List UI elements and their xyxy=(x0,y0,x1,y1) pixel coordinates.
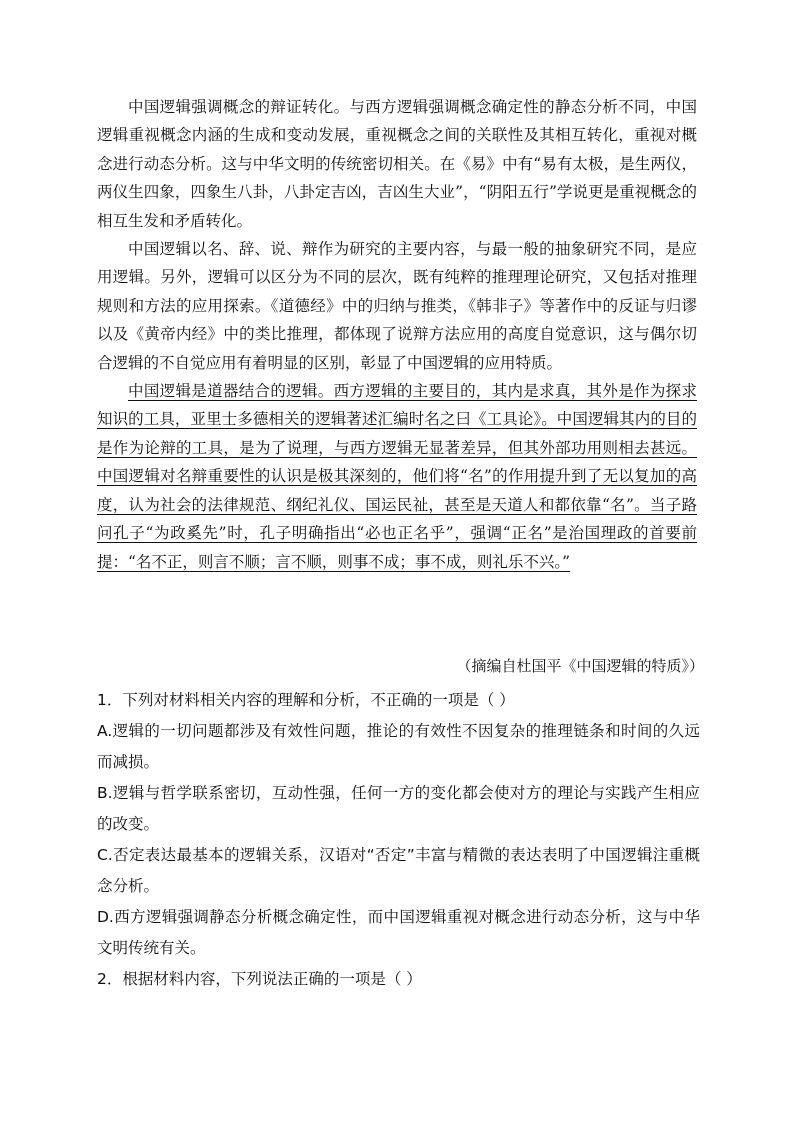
question-1-option-a: A.逻辑的一切问题都涉及有效性问题，推论的有效性不因复杂的推理链条和时间的久远而减损。 xyxy=(97,722,700,771)
reading-passage xyxy=(97,93,697,576)
question-list xyxy=(97,685,700,995)
question-1-stem: 1．下列对材料相关内容的理解和分析，不正确的一项是（ ） xyxy=(97,691,515,709)
passage-paragraph-3: 中国逻辑是道器结合的逻辑。西方逻辑的主要目的，其内是求真，其外是作为探求知识的工具，亚里士多德相关的逻辑著述汇编时名之曰《工具论》。中国逻辑其内的目的是作为论辩的工具，是为了说理，与西方逻辑无显著差异，但其外部功用则相去甚远。中国逻辑对名辩重要性的认识是极其深刻的，他们将“名”的作用提升到了无以复加的高度，认为社会的法律规范、纲纪礼仪、国运民祉，甚至是天道人和都依靠“名”。当子路问孔子“为政奚先”时，孔子明确指出“必也正名乎”，强调“正名”是治国理政的首要前提：“名不正，则言不顺；言不顺，则事不成；事不成，则礼乐不兴。” xyxy=(97,382,697,571)
question-1-option-c: C.否定表达最基本的逻辑关系，汉语对“否定”丰富与精微的表达表明了中国逻辑注重概念分析。 xyxy=(97,846,700,895)
passage-paragraph-2: 中国逻辑以名、辞、说、辩作为研究的主要内容，与最一般的抽象研究不同，是应用逻辑。另外，逻辑可以区分为不同的层次，既有纯粹的推理理论研究，又包括对推理规则和方法的应用探索。《道德经》中的归纳与推类，《韩非子》等著作中的反证与归谬以及《黄帝内经》中的类比推理，都体现了说辩方法应用的高度自觉意识，这与偶尔切合逻辑的不自觉应用有着明显的区别，彰显了中国逻辑的应用特质。 xyxy=(97,240,697,372)
passage-source: （摘编自杜国平《中国逻辑的特质》） xyxy=(456,657,704,675)
question-2-stem: 2．根据材料内容，下列说法正确的一项是（ ） xyxy=(97,970,422,988)
question-1-option-b: B.逻辑与哲学联系密切，互动性强，任何一方的变化都会使对方的理论与实践产生相应的改变。 xyxy=(97,784,700,833)
question-1-option-d: D.西方逻辑强调静态分析概念确定性，而中国逻辑重视对概念进行动态分析，这与中华文明传统有关。 xyxy=(97,908,700,957)
passage-paragraph-1: 中国逻辑强调概念的辩证转化。与西方逻辑强调概念确定性的静态分析不同，中国逻辑重视概念内涵的生成和变动发展，重视概念之间的关联性及其相互转化，重视对概念进行动态分析。这与中华文明的传统密切相关。在《易》中有“易有太极，是生两仪，两仪生四象，四象生八卦，八卦定吉凶，吉凶生大业”，“阴阳五行”学说更是重视概念的相互生发和矛盾转化。 xyxy=(97,98,697,230)
